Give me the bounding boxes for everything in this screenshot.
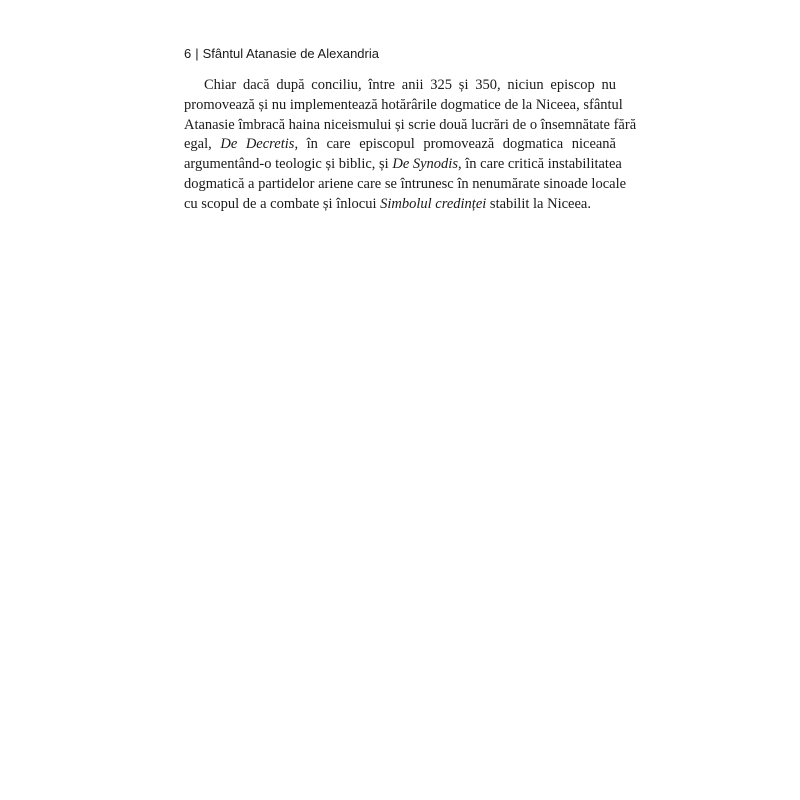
text-run: , în care episcopul promovează dogmatica niceană bbox=[294, 136, 616, 153]
paragraph-line: promovează și nu implementează hotărârile dogmatice de la Niceea, sfântul bbox=[184, 96, 623, 113]
book-title: Sfântul Atanasie de Alexandria bbox=[202, 46, 379, 61]
paragraph-line: Chiar dacă după conciliu, între anii 325 și 350, niciun episcop nu bbox=[204, 77, 616, 93]
paragraph-line bbox=[184, 155, 622, 175]
work-title-de-synodis: De Synodis bbox=[392, 156, 458, 173]
header-separator: | bbox=[195, 46, 199, 61]
text-run: egal, bbox=[184, 136, 212, 153]
text-run: stabilit la Niceea. bbox=[489, 195, 591, 212]
page-number: 6 bbox=[184, 46, 192, 61]
text-run: argumentând-o teologic și biblic, și bbox=[184, 156, 389, 173]
paragraph-line: dogmatică a partidelor ariene care se întrunesc în nenumărate sinoade locale bbox=[184, 175, 627, 192]
work-title-de-decretis: De Decretis bbox=[220, 136, 295, 153]
text-run: cu scopul de a combate și înlocui bbox=[184, 195, 377, 212]
running-header bbox=[184, 45, 624, 63]
paragraph-line: Atanasie îmbracă haina niceismului și scrie două lucrări de o însemnătate fără bbox=[184, 116, 637, 133]
text-run: , în care critică instabilitatea bbox=[457, 156, 622, 173]
body-paragraph bbox=[184, 76, 637, 215]
work-title-simbolul-credintei: Simbolul credinței bbox=[380, 195, 487, 212]
paragraph-line bbox=[184, 135, 616, 155]
paragraph-line bbox=[184, 195, 616, 215]
